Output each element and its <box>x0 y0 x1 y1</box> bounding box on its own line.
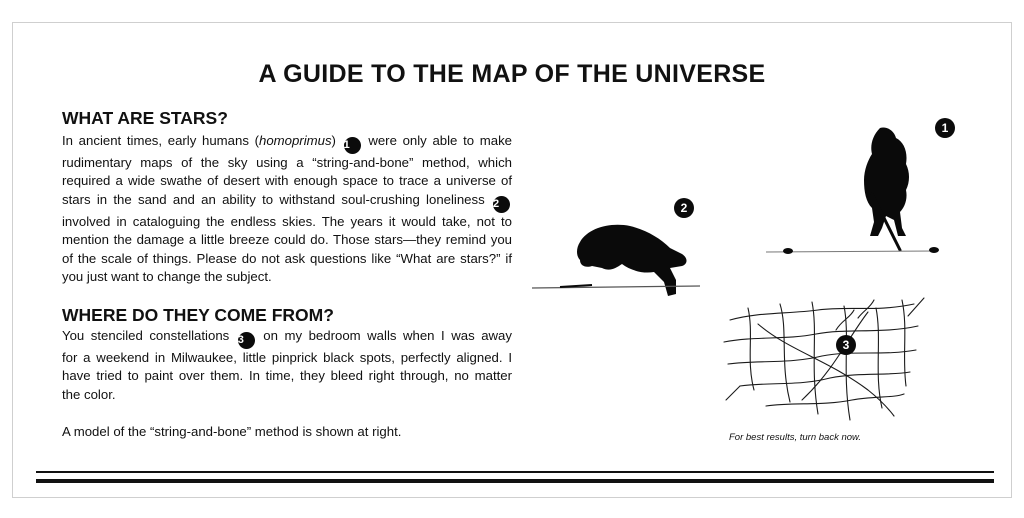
map-route <box>748 308 754 390</box>
body-line <box>62 191 512 213</box>
section-heading-stars: WHAT ARE STARS? <box>62 108 228 128</box>
text-run: stars in the sand and an ability to withstand soul-crushing loneliness <box>62 191 485 207</box>
body-line: mention the damage a little breeze could do. Those stars—they remind you <box>62 232 512 248</box>
map-route <box>780 304 790 402</box>
figure-badge: 1 <box>344 137 361 154</box>
body-line: rudimentary maps of the sky using a “string-and-bone” method, which <box>62 155 512 170</box>
map-illustration <box>718 290 928 430</box>
body-line <box>62 327 512 349</box>
body-line: required a wide swathe of desert with enough space to trace a universe of <box>62 173 512 189</box>
map-route <box>844 306 850 420</box>
bottom-rule-thin <box>36 471 994 473</box>
text-run: were only able to make <box>362 133 512 148</box>
standing-figure-illustration <box>760 124 950 259</box>
section-heading-origin: WHERE DO THEY COME FROM? <box>62 305 334 325</box>
crouching-figure-illustration <box>530 212 710 302</box>
text-run: You stenciled constellations <box>62 328 230 343</box>
bone-marker <box>783 248 793 254</box>
body-line: involved in cataloguing the endless skies. The years it would take, not to <box>62 213 512 229</box>
figure-caption: A model of the “string-and-bone” method is shown at right. <box>62 424 402 439</box>
figure-badge-standing: 1 <box>935 118 955 138</box>
text-run: on my bedroom walls when I was away <box>256 328 512 343</box>
body-line: you just want to change the subject. <box>62 269 272 285</box>
body-line <box>62 132 512 154</box>
species-term: homoprimus <box>258 133 332 148</box>
map-caption: For best results, turn back now. <box>729 432 862 443</box>
figure-badge: 2 <box>493 196 510 213</box>
figure-badge-crouching: 2 <box>674 198 694 218</box>
body-line: of the scale of things. Please do not ask questions like “What are stars?” if <box>62 250 512 266</box>
map-route <box>730 304 914 320</box>
figure-badge: 3 <box>238 332 255 349</box>
map-route <box>908 298 924 316</box>
body-line: have tried to paint over them. In time, they bleed right through, no matter <box>62 368 512 384</box>
body-line: the color. <box>62 386 116 402</box>
text-run: ) <box>331 133 336 148</box>
bone-marker <box>929 247 939 253</box>
map-route <box>726 386 740 400</box>
section-body-stars <box>62 132 512 286</box>
page-title: A GUIDE TO THE MAP OF THE UNIVERSE <box>258 60 766 88</box>
section-body-origin <box>62 327 512 404</box>
text-run: In ancient times, early humans ( <box>62 133 259 148</box>
map-route <box>802 312 868 400</box>
map-route <box>876 308 882 408</box>
figure-badge-map: 3 <box>836 335 856 355</box>
crouching-figure-silhouette <box>577 225 687 296</box>
bottom-rule-thick <box>36 479 994 483</box>
map-route <box>724 326 918 342</box>
body-line: for a weekend in Milwaukee, little pinprick black spots, perfectly aligned. I <box>62 350 512 365</box>
